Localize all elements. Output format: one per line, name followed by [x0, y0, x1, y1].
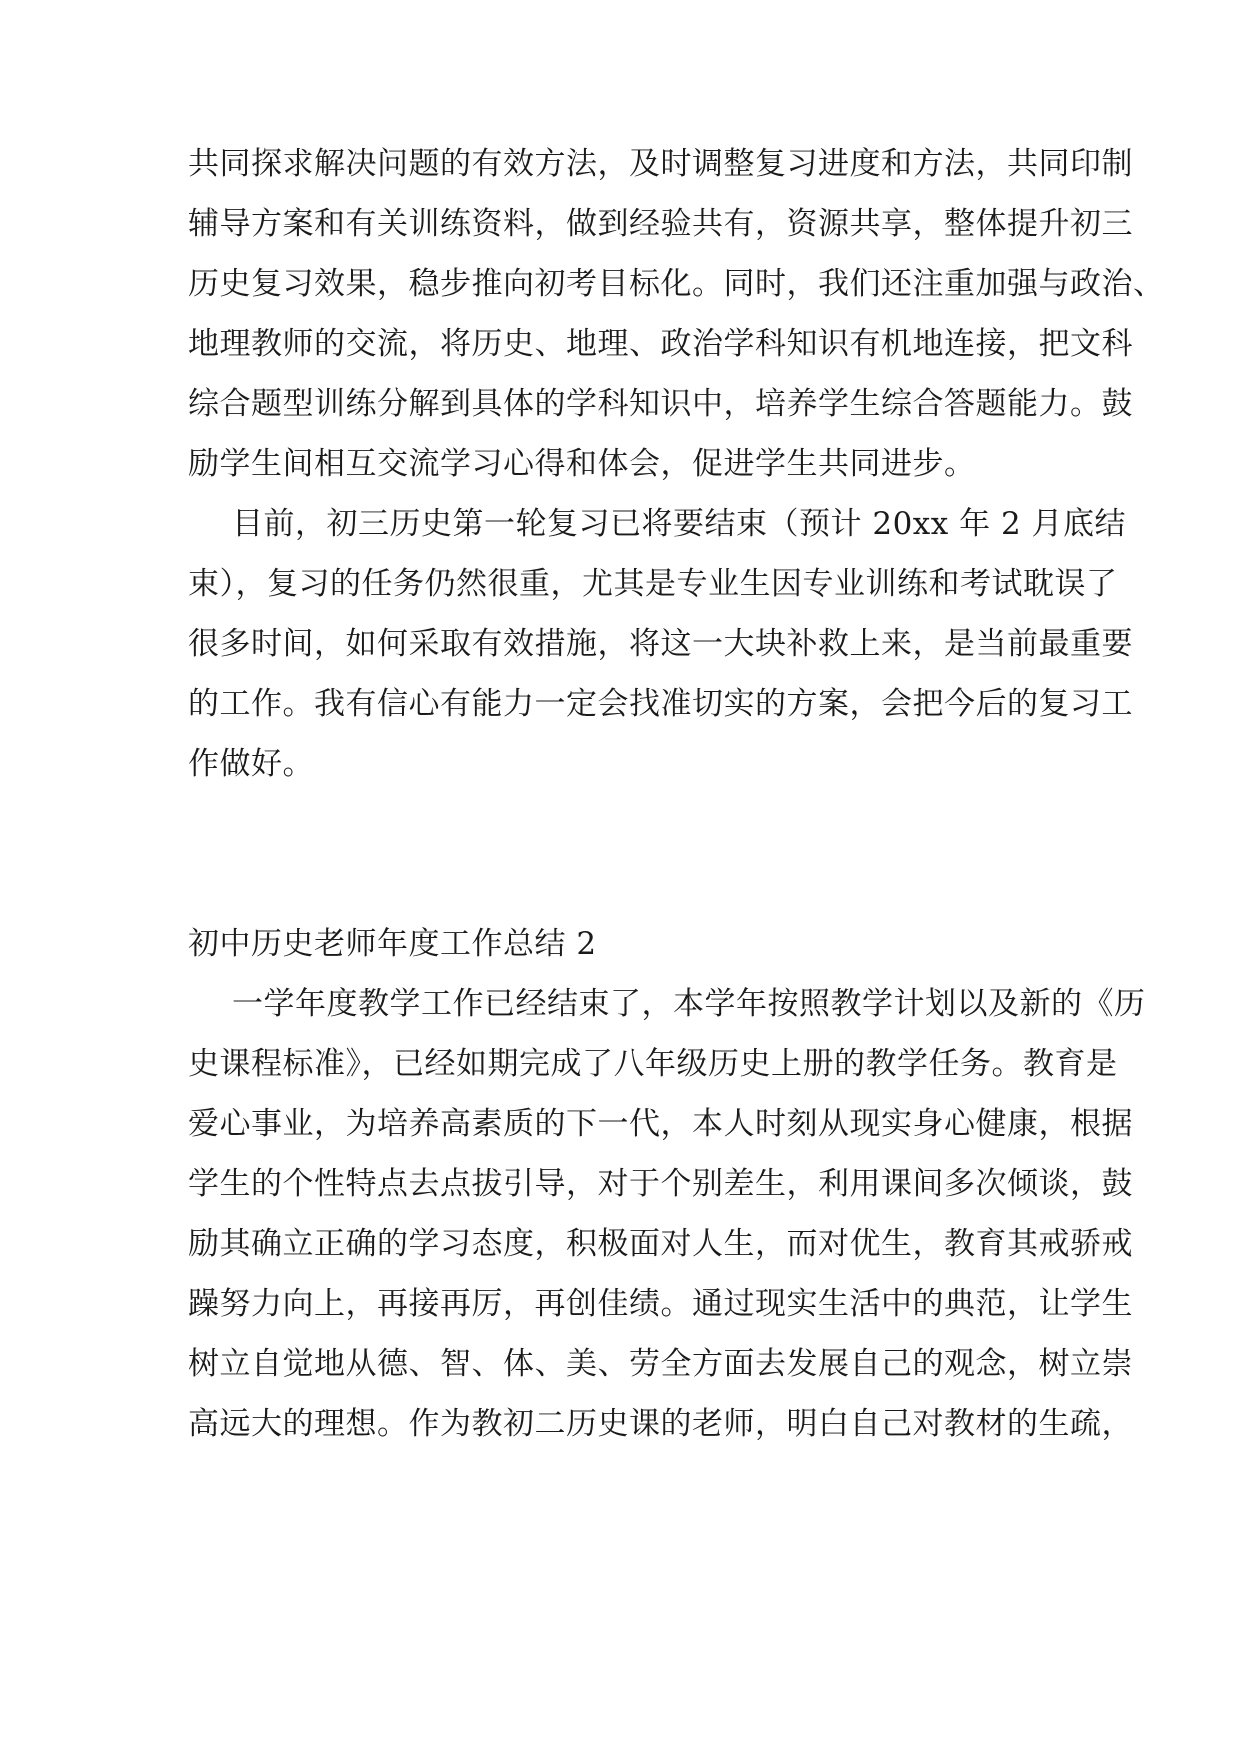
- paragraph-line: 很多时间，如何采取有效措施，将这一大块补救上来，是当前最重要: [188, 626, 1133, 662]
- paragraph-line: 的工作。我有信心有能力一定会找准切实的方案，会把今后的复习工: [188, 686, 1133, 722]
- paragraph-line: 地理教师的交流，将历史、地理、政治学科知识有机地连接，把文科: [188, 326, 1133, 362]
- paragraph-line: 综合题型训练分解到具体的学科知识中，培养学生综合答题能力。鼓: [188, 386, 1133, 422]
- paragraph-line: 一学年度教学工作已经结束了，本学年按照教学计划以及新的《历: [232, 986, 1146, 1022]
- paragraph-line: 励其确立正确的学习态度，积极面对人生，而对优生，教育其戒骄戒: [188, 1226, 1133, 1262]
- paragraph-line: 历史复习效果，稳步推向初考目标化。同时，我们还注重加强与政治、: [188, 266, 1165, 302]
- paragraph-line: 作做好。: [188, 746, 314, 782]
- paragraph-line: 励学生间相互交流学习心得和体会，促进学生共同进步。: [188, 446, 976, 482]
- paragraph-line: 树立自觉地从德、智、体、美、劳全方面去发展自己的观念，树立崇: [188, 1346, 1133, 1382]
- paragraph-line: 目前，初三历史第一轮复习已将要结束（预计 20xx 年 2 月底结: [232, 506, 1127, 542]
- paragraph-line: 爱心事业，为培养高素质的下一代，本人时刻从现实身心健康，根据: [188, 1106, 1133, 1142]
- paragraph-line: 高远大的理想。作为教初二历史课的老师，明白自己对教材的生疏，: [188, 1406, 1133, 1442]
- paragraph-line: 共同探求解决问题的有效方法，及时调整复习进度和方法，共同印制: [188, 146, 1133, 182]
- paragraph-line: 辅导方案和有关训练资料，做到经验共有，资源共享，整体提升初三: [188, 206, 1133, 242]
- paragraph-line: 束），复习的任务仍然很重，尤其是专业生因专业训练和考试耽误了: [188, 566, 1118, 602]
- paragraph-line: 躁努力向上，再接再厉，再创佳绩。通过现实生活中的典范，让学生: [188, 1286, 1133, 1322]
- section-title: 初中历史老师年度工作总结 2: [188, 926, 597, 962]
- paragraph-line: 史课程标准》，已经如期完成了八年级历史上册的教学任务。教育是: [188, 1046, 1118, 1082]
- paragraph-line: 学生的个性特点去点拔引导，对于个别差生，利用课间多次倾谈，鼓: [188, 1166, 1133, 1202]
